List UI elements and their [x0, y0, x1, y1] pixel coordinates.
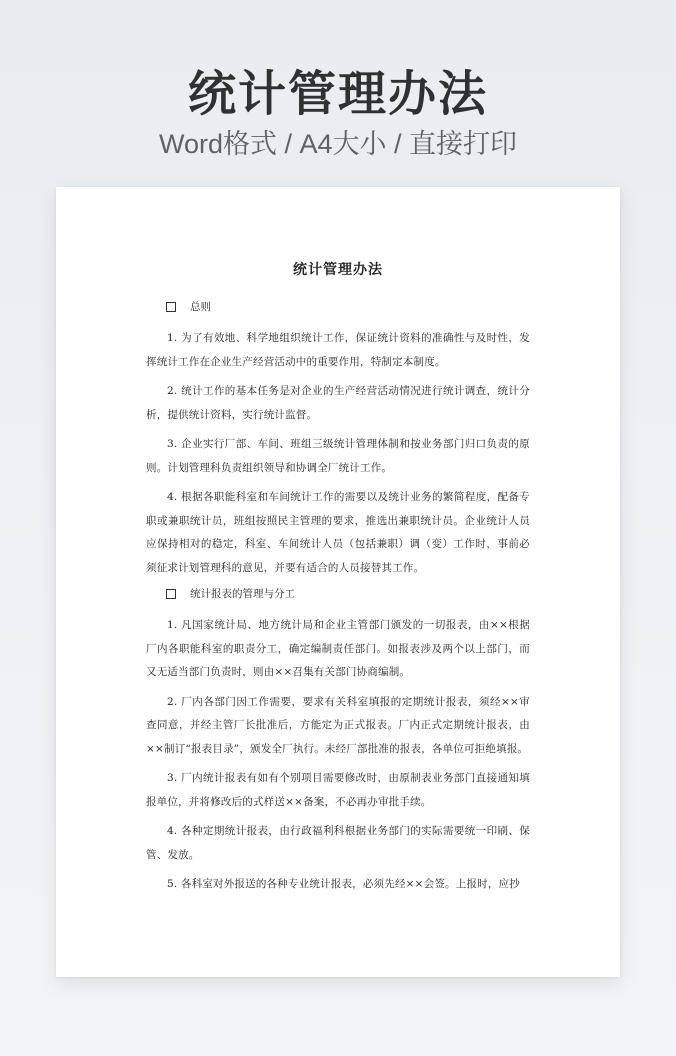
paragraph: 1. 为了有效地、科学地组织统计工作，保证统计资料的准确性与及时性，发挥统计工作在企业生产经营活动中的重要作用，特制定本制度。 [146, 332, 530, 368]
hero-title: 统计管理办法 [187, 66, 488, 122]
paragraph: 4. 根据各职能科室和车间统计工作的需要以及统计业务的繁简程度，配备专职或兼职统计员，班组按照民主管理的要求，推选出兼职统计员。企业统计人员应保持相对的稳定，科室、车间统计人员（包括兼职）调（变）工作时，事前必须征求计划管理科的意见，并要有适合的人员接替其工作。 [146, 491, 530, 574]
paragraph: 2. 统计工作的基本任务是对企业的生产经营活动情况进行统计调查，统计分析，提供统计资料，实行统计监督。 [146, 385, 530, 421]
document-body [146, 259, 530, 903]
section-heading [146, 586, 530, 602]
paragraph: 5. 各科室对外报送的各种专业统计报表，必须先经××会签。上报时，应抄 [167, 878, 520, 890]
paragraph: 1. 凡国家统计局、地方统计局和企业主管部门颁发的一切报表，由××根据厂内各职能科室的职责分工，确定编制责任部门。如报表涉及两个以上部门，而又无适当部门负责时，则由××召集有关部门协商编制。 [146, 619, 530, 678]
section-heading-label: 统计报表的管理与分工 [190, 588, 295, 600]
hero-subtitle: Word格式 / A4大小 / 直接打印 [158, 129, 518, 159]
document-title: 统计管理办法 [293, 262, 383, 278]
document-page [56, 187, 620, 977]
section-heading [146, 299, 530, 315]
hero-header [0, 62, 676, 162]
paragraph: 4. 各种定期统计报表，由行政福利科根据业务部门的实际需要统一印刷、保管、发放。 [146, 825, 530, 861]
paragraph: 3. 厂内统计报表有如有个别项目需要修改时，由原制表业务部门直接通知填报单位，并将修改后的式样送××备案，不必再办审批手续。 [146, 772, 530, 808]
paragraph: 2. 厂内各部门因工作需要，要求有关科室填报的定期统计报表，须经××审查同意，并经主管厂长批准后，方能定为正式报表。厂内正式定期统计报表，由××制订“报表目录”，颁发全厂执行。未经厂部批准的报表，各单位可拒绝填报。 [146, 695, 530, 755]
section-heading-label: 总则 [190, 301, 211, 313]
checkbox-icon [166, 589, 176, 599]
paragraph: 3. 企业实行厂部、车间、班组三级统计管理体制和按业务部门归口负责的原则。计划管理科负责组织领导和协调全厂统计工作。 [146, 438, 530, 474]
checkbox-icon [166, 302, 176, 312]
